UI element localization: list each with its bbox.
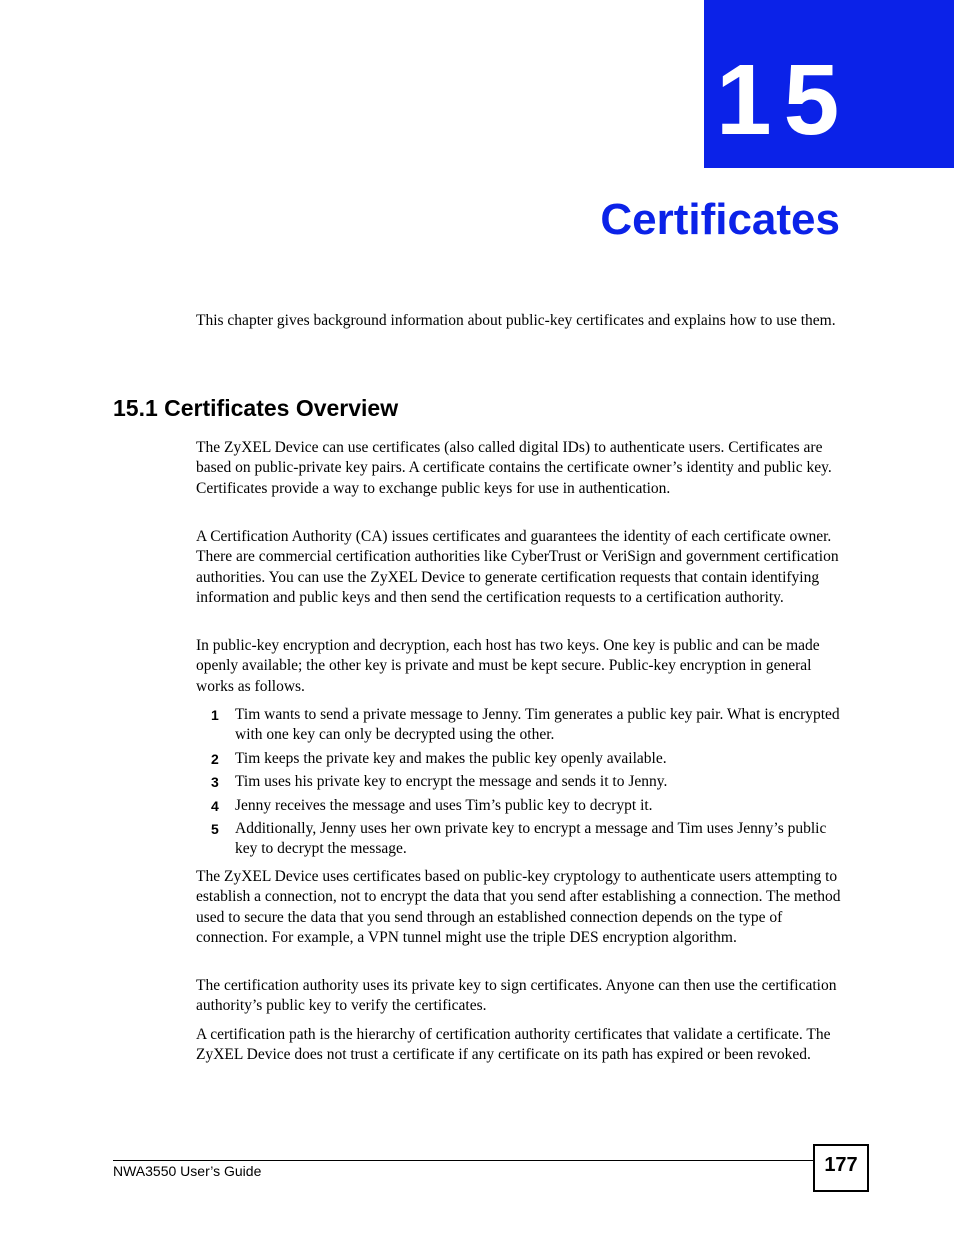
body-paragraph: The ZyXEL Device uses certificates based on public-key cryptology to authenticate users attempting to establish a connection, not to encrypt the data that you send after establishing a connection. The method used to secure the data that you send through an established connection depends on the type of connection. For example, a VPN tunnel might use the triple DES encryption algorithm. [196, 868, 841, 947]
list-item [196, 819, 842, 860]
chapter-number: 15 [716, 44, 852, 156]
footer-guide-name: NWA3550 User’s Guide [113, 1163, 262, 1179]
body-paragraph: The certification authority uses its private key to sign certificates. Anyone can then use the certification authority’s public key to verify the certificates. [196, 977, 837, 1015]
step-text: Tim wants to send a private message to Jenny. Tim generates a public key pair. What is encrypted with one key can only be decrypted using the other. [235, 706, 840, 744]
body-paragraph: A certification path is the hierarchy of certification authority certificates that validate a certificate. The ZyXEL Device does not trust a certificate if any certificate on its path has expired or been revoked. [196, 1026, 831, 1064]
step-list [196, 705, 842, 860]
chapter-title: Certificates [600, 195, 840, 244]
step-text: Additionally, Jenny uses her own private key to encrypt a message and Tim uses Jenny’s public key to decrypt the message. [235, 820, 827, 858]
body-paragraph: A Certification Authority (CA) issues certificates and guarantees the identity of each certificate owner. There are commercial certification authorities like CyberTrust or VeriSign and government certification authorities. You can use the ZyXEL Device to generate certification requests that contain identifying information and public keys and then send the certification requests to a certification authority. [196, 528, 839, 607]
list-item [196, 796, 842, 816]
body-paragraph: The ZyXEL Device can use certificates (also called digital IDs) to authenticate users. Certificates are based on public-private key pairs. A certificate contains the certificate owner’s identity and public key. Certificates provide a way to exchange public keys for use in authentication. [196, 439, 832, 497]
list-item [196, 749, 842, 769]
step-text: Tim keeps the private key and makes the public key openly available. [235, 749, 667, 767]
page-number: 177 [824, 1154, 858, 1176]
step-number: 1 [211, 707, 219, 723]
list-item [196, 705, 842, 746]
step-number: 5 [211, 821, 219, 838]
footer-divider [113, 1160, 813, 1161]
step-text: Jenny receives the message and uses Tim’s public key to decrypt it. [235, 796, 653, 814]
step-text: Tim uses his private key to encrypt the message and sends it to Jenny. [235, 773, 668, 791]
step-number: 2 [211, 750, 219, 767]
step-number: 3 [211, 774, 219, 791]
section-heading: 15.1 Certificates Overview [113, 395, 399, 421]
step-number: 4 [211, 797, 219, 814]
list-item [196, 772, 842, 792]
body-paragraph: In public-key encryption and decryption, each host has two keys. One key is public and can be made openly available; the other key is private and must be kept secure. Public-key encryption in general works as follows. [196, 637, 820, 695]
intro-paragraph: This chapter gives background information about public-key certificates and explains how to use them. [196, 312, 836, 329]
